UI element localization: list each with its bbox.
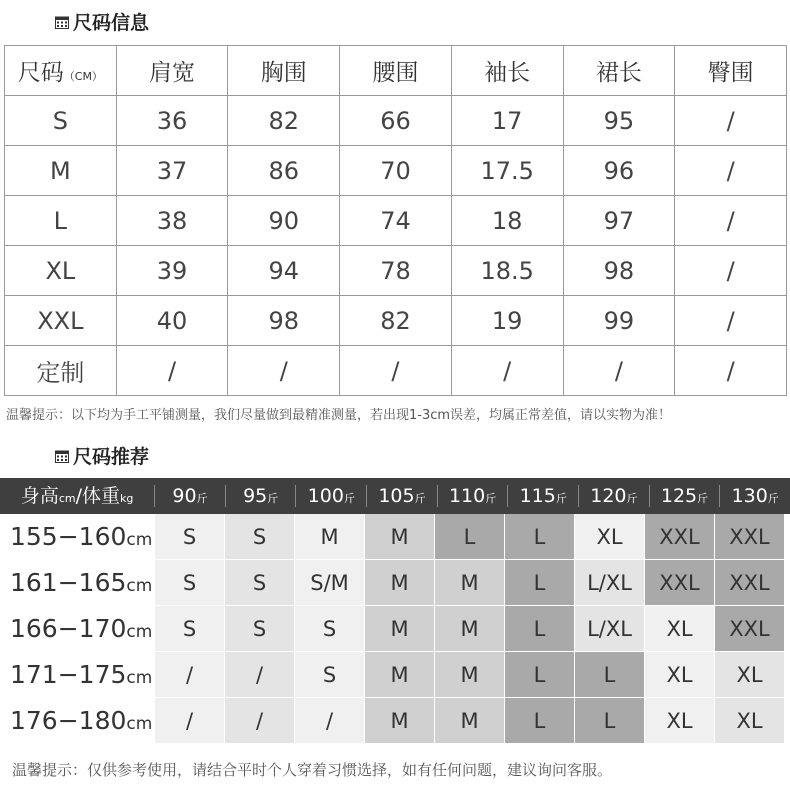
recommend-row [0,560,790,606]
size-recommend-cell: XXL [645,514,715,560]
size-recommend-cell: / [225,698,295,744]
weight-unit: 斤 [767,492,779,505]
size-recommend-cell: XL [715,652,785,698]
measurement-cell: 18 [451,196,563,246]
measurement-cell: 95 [563,96,675,146]
height-range: 161−165 [10,568,127,597]
weight-value: 130 [731,485,768,507]
size-recommend-cell: XL [645,606,715,652]
weight-header-cell [296,485,367,507]
size-row [5,196,787,246]
size-recommend-cell: M [435,698,505,744]
size-recommend-cell: XXL [715,514,785,560]
weight-unit: 斤 [555,492,567,505]
header-height-unit: cm [58,492,76,505]
weight-unit: 斤 [414,492,426,505]
measurement-cell: 17 [451,96,563,146]
measurement-cell: 70 [340,146,452,196]
size-row [5,96,787,146]
recommend-row [0,698,790,744]
weight-unit: 斤 [626,492,638,505]
measurement-note: 温馨提示：以下均为手工平铺测量，我们尽量做到最精准测量，若出现1-3cm误差，均属正常差值，请以实物为准！ [6,408,672,423]
size-recommend-cell: M [435,652,505,698]
measurement-cell: 86 [228,146,340,196]
measurement-cell: 74 [340,196,452,246]
size-recommend-cell: L/XL [575,606,645,652]
size-recommend-cell: XL [575,514,645,560]
size-recommend-cell: XL [645,698,715,744]
size-recommend-cell: M [365,514,435,560]
size-row [5,146,787,196]
weight-unit: 斤 [343,492,355,505]
weight-unit: 斤 [196,492,208,505]
recommend-note: 温馨提示：仅供参考使用，请结合平时个人穿着习惯选择，如有任何问题，建议询问客服。 [12,761,613,779]
weight-header-cell [508,485,579,507]
measurement-cell: 17.5 [451,146,563,196]
size-label-cell: S [5,96,117,146]
size-recommend-cell: S [155,560,225,606]
size-recommend-cell: M [365,560,435,606]
header-col: 袖长 [451,46,563,96]
measurement-cell: 82 [340,296,452,346]
size-row [5,246,787,296]
height-label [0,514,155,560]
weight-value: 105 [378,485,415,507]
size-recommend-cell: / [155,698,225,744]
size-recommend-cell: M [365,698,435,744]
measurement-cell: / [675,246,787,296]
height-range: 171−175 [10,660,127,689]
size-recommend-cell: L [505,606,575,652]
size-recommend-cell: M [365,652,435,698]
size-recommend-cell: S [295,652,365,698]
measurement-cell: 40 [116,296,228,346]
size-table-header [5,46,787,96]
size-recommend-cell: M [435,560,505,606]
recommend-header [0,478,790,514]
measurement-cell: / [675,346,787,396]
weight-header-cell [367,485,438,507]
recommend-row [0,606,790,652]
height-label [0,698,155,744]
weight-header-cell [155,485,226,507]
height-unit: cm [126,530,153,550]
weight-value: 115 [519,485,556,507]
height-unit: cm [126,714,153,734]
size-label-cell: XXL [5,296,117,346]
size-recommend-cell: M [365,606,435,652]
size-recommend-cell: L [505,698,575,744]
weight-value: 110 [448,485,486,507]
height-range: 176−180 [10,706,127,735]
header-unit: （CM） [63,70,103,83]
measurement-cell: 98 [228,296,340,346]
size-recommend-cell: S [295,606,365,652]
size-recommend-cell: L [575,652,645,698]
header-col: 肩宽 [116,46,228,96]
measurement-cell: 97 [563,196,675,246]
measurement-cell: 36 [116,96,228,146]
size-recommend-cell: / [155,652,225,698]
header-weight-unit: kg [120,492,134,505]
size-recommend-cell: S/M [295,560,365,606]
height-range: 166−170 [10,614,127,643]
size-label-cell: 定制 [5,346,117,396]
size-recommend-cell: S [225,606,295,652]
size-recommend-cell: XXL [715,606,785,652]
measurement-cell: 18.5 [451,246,563,296]
weight-header-cell [579,485,650,507]
size-recommend-cell: / [295,698,365,744]
header-col: 臀围 [675,46,787,96]
measurement-cell: 98 [563,246,675,296]
measurement-cell: 99 [563,296,675,346]
header-col: 裙长 [563,46,675,96]
weight-value: 95 [243,485,268,507]
height-range: 155−160 [10,522,127,551]
size-recommend-cell: L/XL [575,560,645,606]
height-unit: cm [126,576,153,596]
measurement-cell: 66 [340,96,452,146]
height-unit: cm [126,622,153,642]
size-recommend-cell: XL [645,652,715,698]
calendar-icon [55,15,69,29]
header-col: 腰围 [340,46,452,96]
header-col: 胸围 [228,46,340,96]
weight-value: 100 [307,485,344,507]
size-row [5,346,787,396]
size-row [5,296,787,346]
header-sep: / [75,485,82,507]
size-label-cell: M [5,146,117,196]
weight-value: 125 [660,485,698,507]
weight-header-cell [438,485,509,507]
measurement-cell: 38 [116,196,228,246]
recommend-title [55,442,149,469]
header-height: 身高 [20,485,59,507]
header-weight: 体重 [82,485,121,507]
measurement-cell: / [451,346,563,396]
size-info-title [55,8,149,35]
measurement-cell: / [116,346,228,396]
size-info-title-text: 尺码信息 [73,12,150,34]
measurement-cell: / [675,296,787,346]
measurement-cell: / [675,146,787,196]
weight-header-cell [650,485,721,507]
size-recommend-cell: L [435,514,505,560]
size-recommend-cell: L [505,652,575,698]
size-recommend-cell: XXL [715,560,785,606]
size-recommend-cell: S [155,514,225,560]
measurement-cell: 39 [116,246,228,296]
header-size [5,46,117,96]
weight-value: 120 [590,485,627,507]
measurement-cell: / [228,346,340,396]
measurement-cell: 37 [116,146,228,196]
size-recommend-cell: L [505,514,575,560]
recommend-title-text: 尺码推荐 [73,446,150,468]
size-label-cell: XL [5,246,117,296]
size-recommend-cell: / [225,652,295,698]
recommend-grid [0,478,790,744]
size-label-cell: L [5,196,117,246]
header-height-weight [0,485,155,507]
header-size-label: 尺码 [17,60,64,86]
size-recommend-cell: XXL [645,560,715,606]
size-recommend-cell: XL [715,698,785,744]
weight-header-cell [720,485,790,507]
recommend-row [0,652,790,698]
recommend-row [0,514,790,560]
weight-unit: 斤 [697,492,709,505]
size-recommend-cell: S [225,514,295,560]
measurement-cell: 96 [563,146,675,196]
measurement-cell: 78 [340,246,452,296]
measurement-cell: 90 [228,196,340,246]
size-recommend-cell: L [575,698,645,744]
size-table [4,45,787,396]
size-recommend-cell: L [505,560,575,606]
measurement-cell: 82 [228,96,340,146]
height-label [0,652,155,698]
weight-value: 90 [172,485,197,507]
weight-unit: 斤 [267,492,279,505]
height-label [0,606,155,652]
height-label [0,560,155,606]
measurement-cell: / [563,346,675,396]
height-unit: cm [126,668,153,688]
size-recommend-cell: M [435,606,505,652]
weight-header-cell [226,485,297,507]
size-recommend-cell: S [225,560,295,606]
size-recommend-cell: S [155,606,225,652]
size-recommend-cell: M [295,514,365,560]
weight-unit: 斤 [485,492,497,505]
measurement-cell: 19 [451,296,563,346]
measurement-cell: / [675,96,787,146]
calendar-icon [55,449,69,463]
measurement-cell: 94 [228,246,340,296]
measurement-cell: / [675,196,787,246]
measurement-cell: / [340,346,452,396]
